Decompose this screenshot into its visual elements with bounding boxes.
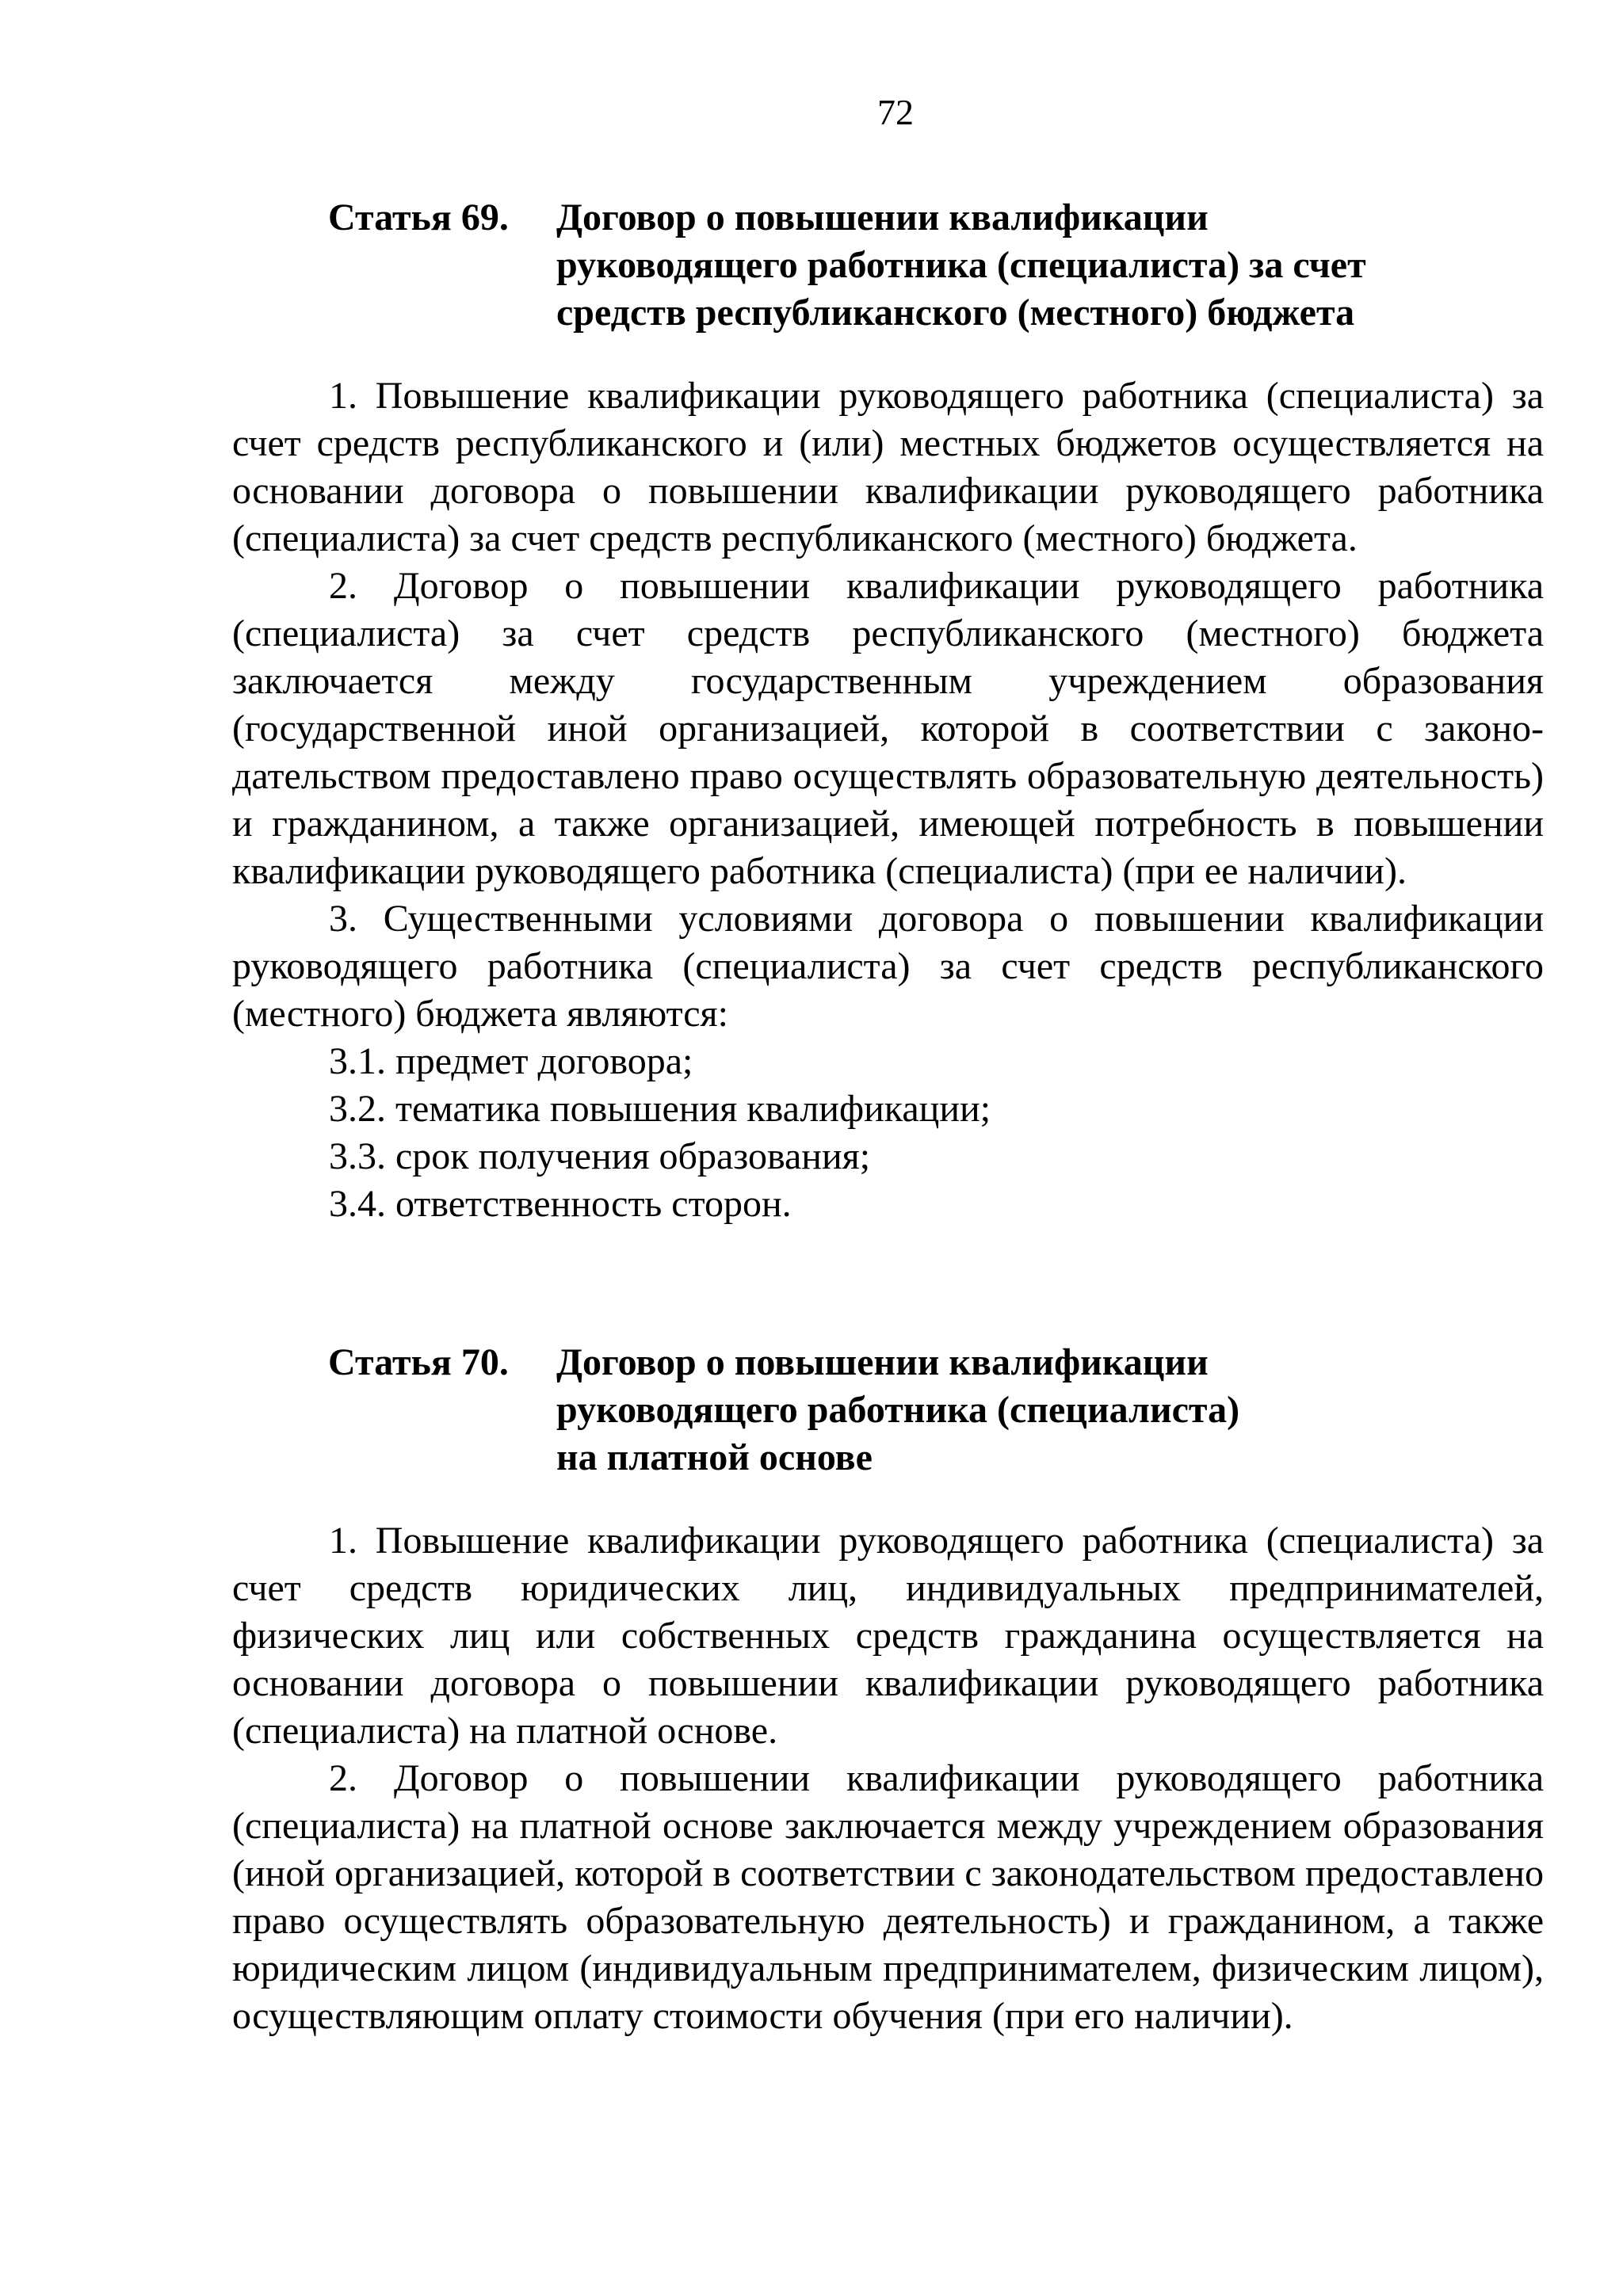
article-69-paragraph-2: 2. Договор о повышении квалификации руководящего работника (специалиста) за счет средств республиканского (местного) бюджета заключается между государственным учреждением образования (государственной иной организацией, которой в соответствии с законодательством предоставлено право осуществлять образовательную деятельность) и гражданином, а также организацией, имеющей потребность в повышении квалификации руководящего работника (специалиста) (при ее наличии). bbox=[232, 565, 1544, 892]
article-69-title bbox=[556, 194, 1428, 337]
article-69-title-line: руководящего работника (специалиста) за счет bbox=[556, 244, 1366, 286]
page-number: 72 bbox=[877, 92, 914, 132]
article-70-heading bbox=[232, 1339, 1544, 1482]
article-70-title-line: на платной основе bbox=[556, 1436, 873, 1478]
article-69-list-item: 3.3. срок получения образования; bbox=[329, 1135, 871, 1177]
article-70-title-line: руководящего работника (специалиста) bbox=[556, 1389, 1240, 1431]
article-69-paragraph-1: 1. Повышение квалификации руководящего работника (специалиста) за счет средств республиканского и (или) местных бюджетов осуществляется на основании договора о повышении квалификации руководящего работника (специалиста) за счет средств республиканского (местного) бюджета. bbox=[232, 375, 1544, 559]
article-70-paragraph-2: 2. Договор о повышении квалификации руководящего работника (специалиста) на платной основе заключается между учреждением образования (иной организацией, которой в соответствии с законодательством предоставлено право осуществлять образовательную деятельность) и гражданином, а также юридическим лицом (индивидуальным предпринимателем, физическим лицом), осуществляющим оплату стоимости обучения (при его наличии). bbox=[232, 1757, 1544, 2037]
article-70-title bbox=[556, 1339, 1428, 1482]
article-70-paragraph-1: 1. Повышение квалификации руководящего работника (специалиста) за счет средств юридических лиц, индивидуальных предпринимателей, физических лиц или собственных средств гражданина осуществляется на основании договора о повышении квалификации руководящего работника (специалиста) на платной основе. bbox=[232, 1520, 1544, 1752]
article-69-title-line: Договор о повышении квалификации bbox=[556, 196, 1209, 238]
article-70-body bbox=[232, 1517, 1544, 2040]
article-69-paragraph-3: 3. Существенными условиями договора о повышении квалификации руководящего работника (специалиста) за счет средств республиканского (местного) бюджета являются: bbox=[232, 898, 1544, 1035]
article-69-list-item: 3.4. ответственность сторон. bbox=[329, 1183, 792, 1225]
article-69-list-item: 3.1. предмет договора; bbox=[329, 1040, 693, 1082]
article-69-list-item: 3.2. тематика повышения квалификации; bbox=[329, 1088, 991, 1130]
article-69-body bbox=[232, 372, 1544, 1228]
article-70-number: Статья 70. bbox=[328, 1341, 509, 1383]
article-69-number: Статья 69. bbox=[328, 196, 509, 238]
article-69-heading bbox=[232, 194, 1544, 337]
article-69-title-line: средств республиканского (местного) бюджета bbox=[556, 292, 1355, 334]
article-70-title-line: Договор о повышении квалификации bbox=[556, 1341, 1209, 1383]
